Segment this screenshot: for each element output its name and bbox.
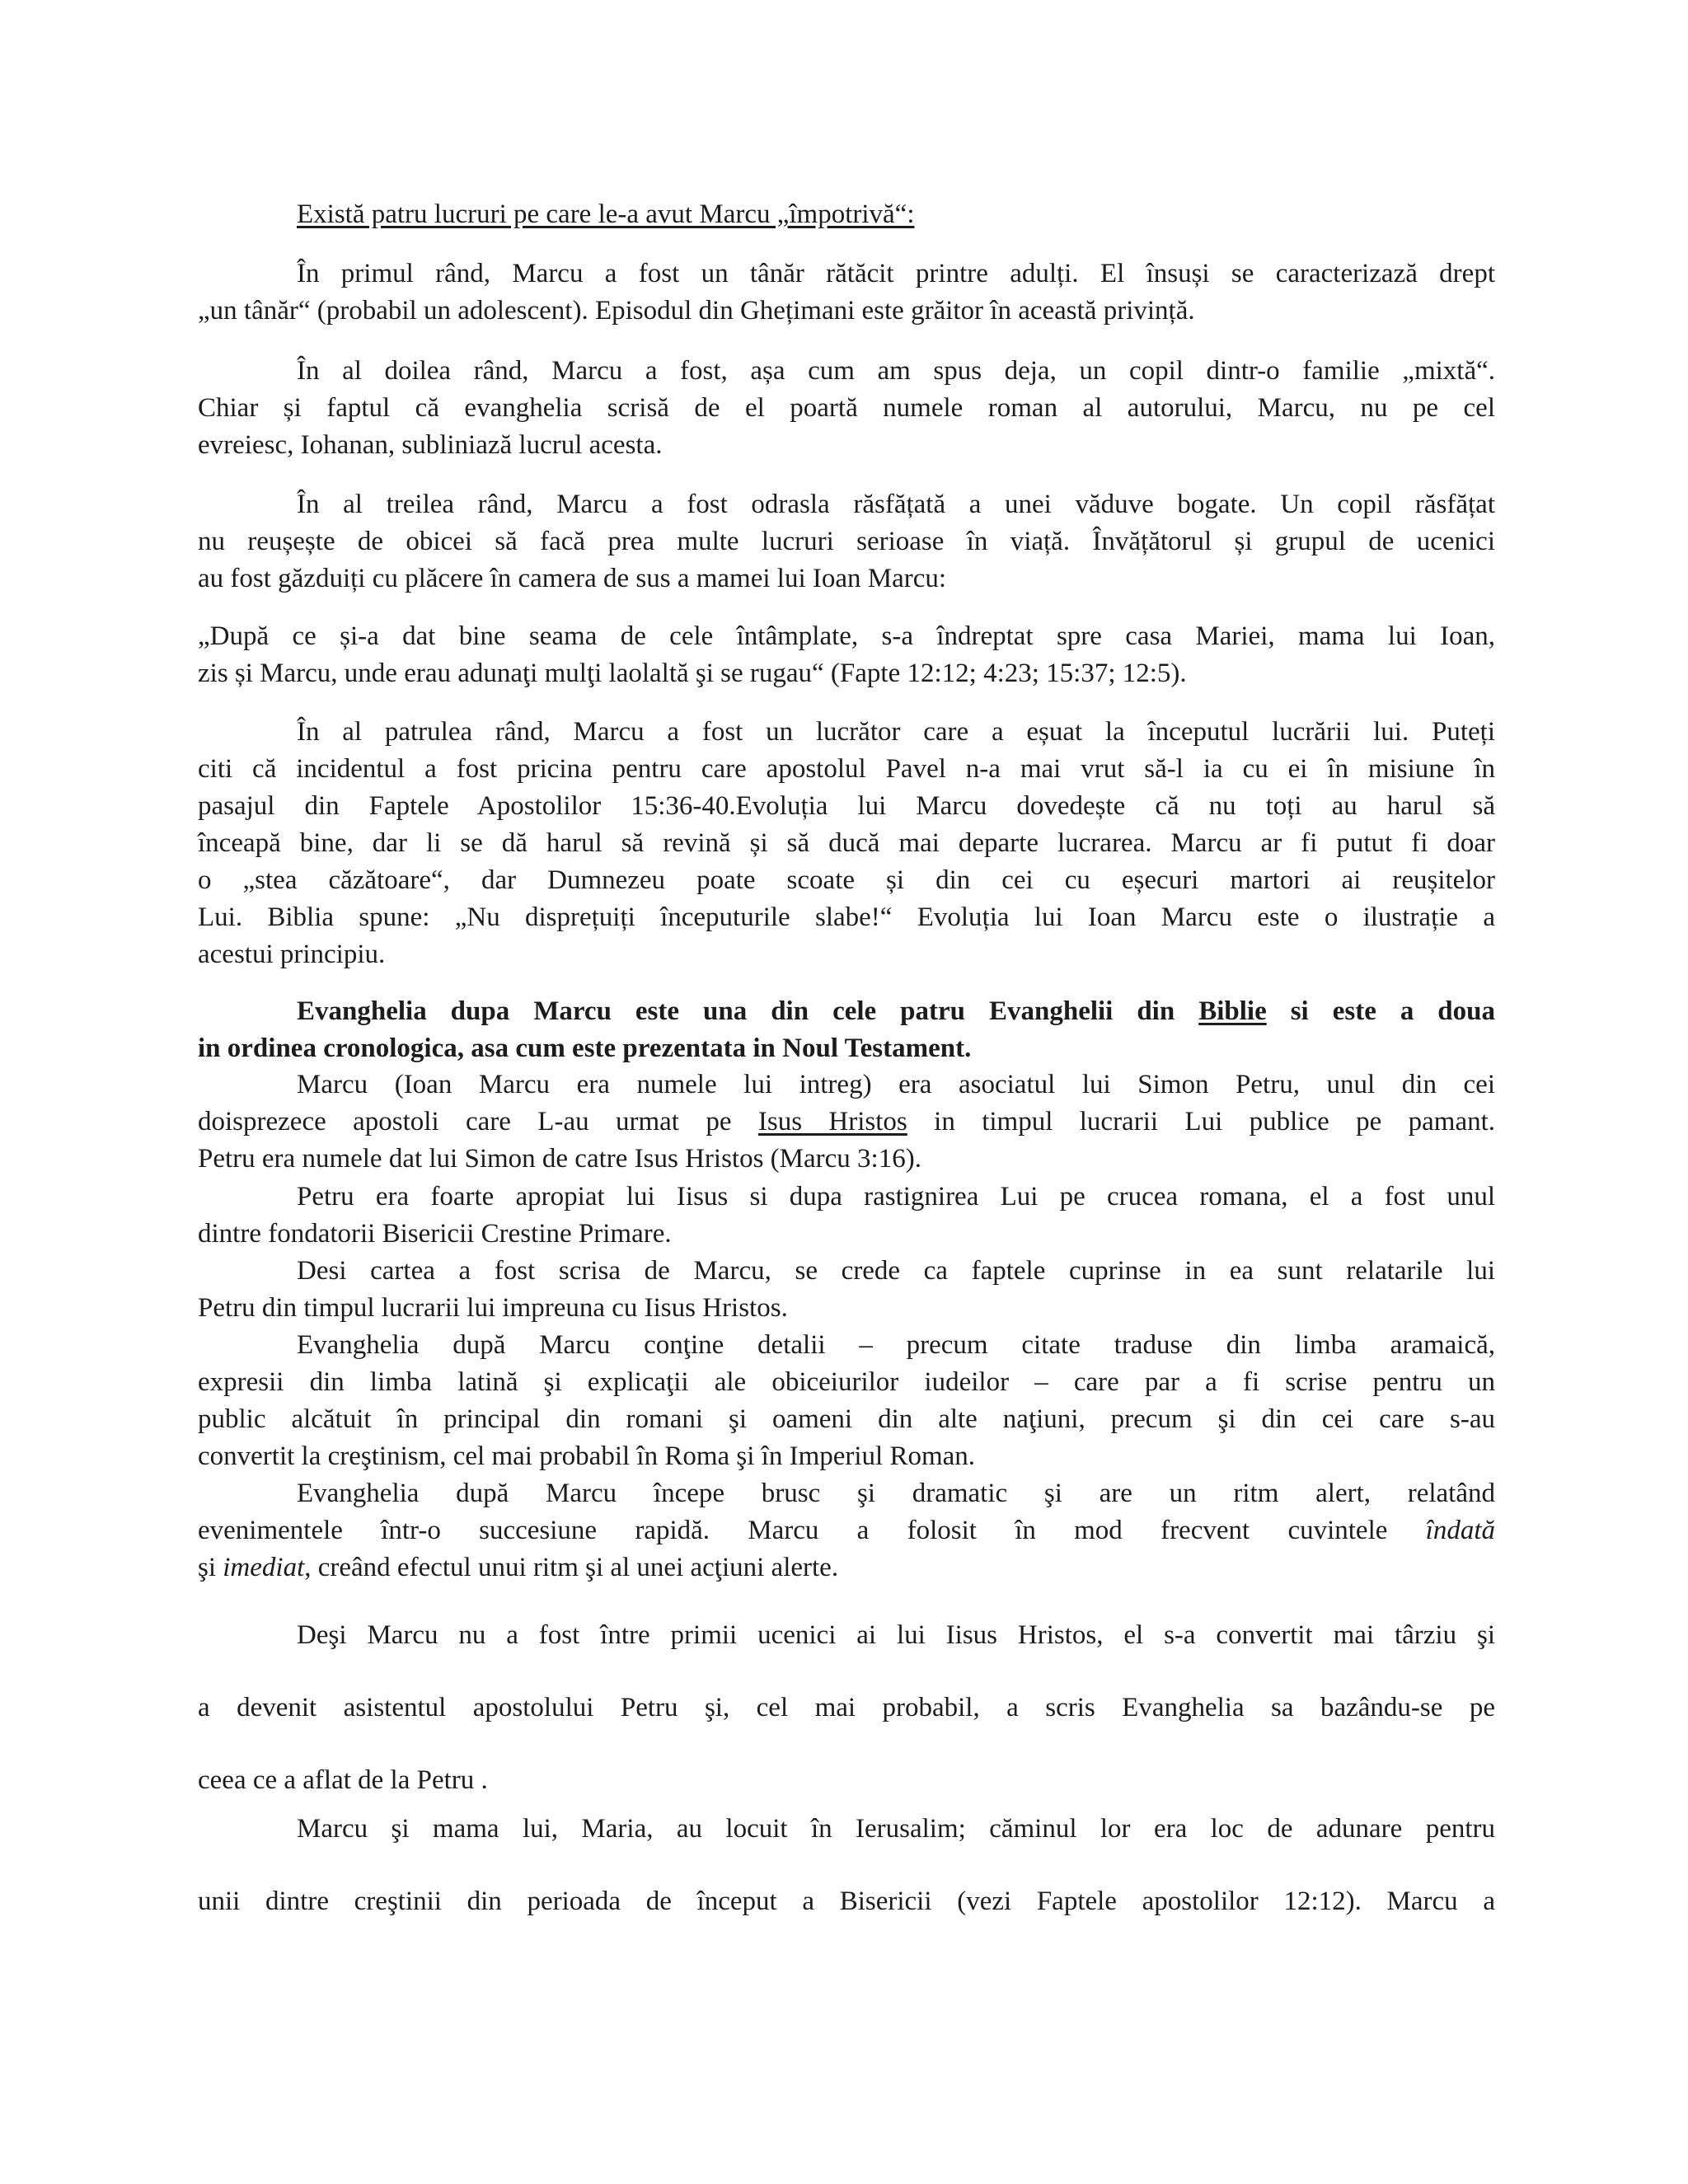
text-line: dintre fondatorii Bisericii Crestine Primare. <box>198 1219 672 1249</box>
emphasis-word: imediat <box>223 1553 305 1582</box>
text-line: Lui. Biblia spune: „Nu disprețuiți începuturile slabe!“ Evoluția lui Ioan Marcu este o ilustrație a <box>198 902 1495 932</box>
text-line: a devenit asistentul apostolului Petru şi, cel mai probabil, a scris Evanghelia sa bazându-se pe <box>198 1693 1495 1722</box>
text-line: Evanghelia după Marcu începe brusc şi dramatic şi are un ritm alert, relatând <box>297 1479 1495 1508</box>
text-line: „După ce și-a dat bine seama de cele întâmplate, s-a îndreptat spre casa Mariei, mama lui Ioan, <box>198 621 1495 651</box>
heading-text: Există patru lucruri pe care le-a avut Marcu „împotrivă“: <box>297 199 915 229</box>
paragraph-11 <box>198 1793 1495 1938</box>
text-line: Evanghelia dupa Marcu este una din cele patru Evanghelii din Biblie si este a doua <box>297 996 1496 1026</box>
text-line: nu reușește de obicei să facă prea multe lucruri serioase în viață. Învățătorul și grupul de ucenici <box>198 527 1495 556</box>
text-line: ceea ce a aflat de la Petru . <box>198 1765 488 1795</box>
paragraph-5 <box>198 1066 1495 1178</box>
text-line: pasajul din Faptele Apostolilor 15:36-40.Evoluția lui Marcu dovedește că nu toți au harul să <box>198 791 1495 821</box>
text-line: in ordinea cronologica, asa cum este prezentata in Noul Testament. <box>198 1033 972 1063</box>
paragraph-4 <box>198 714 1495 973</box>
paragraph-8 <box>198 1327 1495 1475</box>
text-line: şi imediat, creând efectul unui ritm şi al unei acţiuni alerte. <box>198 1553 839 1582</box>
text-line: Petru era numele dat lui Simon de catre Isus Hristos (Marcu 3:16). <box>198 1144 921 1174</box>
text-line: Petru din timpul lucrarii lui impreuna cu Iisus Hristos. <box>198 1293 788 1323</box>
paragraph-2 <box>198 353 1495 464</box>
text-line: o „stea căzătoare“, dar Dumnezeu poate scoate și din cei cu eșecuri martori ai reușitelor <box>198 865 1495 895</box>
text-line: Petru era foarte apropiat lui Iisus si dupa rastignirea Lui pe crucea romana, el a fost unul <box>297 1182 1495 1212</box>
paragraph-7 <box>198 1253 1495 1327</box>
text-line: acestui principiu. <box>198 940 386 969</box>
paragraph-1 <box>198 255 1495 330</box>
bold-statement <box>198 993 1495 1067</box>
isus-hristos-link[interactable]: Isus Hristos <box>757 1107 907 1137</box>
text-line: „un tânăr“ (probabil un adolescent). Episodul din Ghețimani este grăitor în această privință. <box>198 296 1195 326</box>
text-line: zis și Marcu, unde erau adunaţi mulţi laolaltă şi se rugau“ (Fapte 12:12; 4:23; 15:37; 12:5). <box>198 658 1187 688</box>
text-line: unii dintre creştinii din perioada de început a Bisericii (vezi Faptele apostolilor 12:12). Marcu a <box>198 1886 1495 1916</box>
paragraph-10 <box>198 1599 1495 1816</box>
text-line: Deşi Marcu nu a fost între primii ucenici ai lui Iisus Hristos, el s-a convertit mai târziu şi <box>297 1620 1495 1650</box>
paragraph-3 <box>198 486 1495 598</box>
text-line: Chiar și faptul că evanghelia scrisă de el poartă numele roman al autorului, Marcu, nu pe cel <box>198 393 1495 423</box>
text-line: evenimentele într-o succesiune rapidă. Marcu a folosit în mod frecvent cuvintele îndată <box>198 1516 1496 1545</box>
text-line: public alcătuit în principal din romani şi oameni din alte naţiuni, precum şi din cei care s-au <box>198 1404 1495 1434</box>
text-line: citi că incidentul a fost pricina pentru care apostolul Pavel n-a mai vrut să-l ia cu ei în misiune în <box>198 754 1495 784</box>
paragraph-9 <box>198 1475 1495 1586</box>
text-line: înceapă bine, dar li se dă harul să revină și să ducă mai departe lucrarea. Marcu ar fi putut fi doar <box>198 828 1495 858</box>
text-line: Desi cartea a fost scrisa de Marcu, se crede ca faptele cuprinse in ea sunt relatarile lui <box>297 1256 1495 1286</box>
intro-heading <box>198 196 1495 233</box>
text-line: În primul rând, Marcu a fost un tânăr rătăcit printre adulți. El însuși se caracterizază drept <box>297 259 1495 288</box>
text-line: În al treilea rând, Marcu a fost odrasla răsfățată a unei văduve bogate. Un copil răsfățat <box>297 490 1495 519</box>
emphasis-word: îndată <box>1425 1516 1496 1545</box>
scripture-quote <box>198 618 1495 692</box>
text-line: În al patrulea rând, Marcu a fost un lucrător care a eșuat la începutul lucrării lui. Puteți <box>297 717 1495 747</box>
biblie-link[interactable]: Biblie <box>1198 996 1267 1026</box>
text-line: În al doilea rând, Marcu a fost, așa cum am spus deja, un copil dintr-o familie „mixtă“. <box>297 356 1495 386</box>
paragraph-6 <box>198 1179 1495 1253</box>
text-line: Evanghelia după Marcu conţine detalii – precum citate traduse din limba aramaică, <box>297 1330 1495 1360</box>
text-line: expresii din limba latină şi explicaţii ale obiceiurilor iudeilor – care par a fi scrise pentru un <box>198 1367 1495 1397</box>
text-line: doisprezece apostoli care L-au urmat pe Isus Hristos in timpul lucrarii Lui publice pe pamant. <box>198 1107 1496 1137</box>
text-line: Marcu (Ioan Marcu era numele lui intreg) era asociatul lui Simon Petru, unul din cei <box>297 1070 1495 1099</box>
text-line: Marcu şi mama lui, Maria, au locuit în Ierusalim; căminul lor era loc de adunare pentru <box>297 1814 1495 1844</box>
text-line: au fost găzduiți cu plăcere în camera de sus a mamei lui Ioan Marcu: <box>198 564 947 593</box>
text-line: convertit la creştinism, cel mai probabil în Roma şi în Imperiul Roman. <box>198 1441 976 1471</box>
text-line: evreiesc, Iohanan, subliniază lucrul acesta. <box>198 430 663 460</box>
